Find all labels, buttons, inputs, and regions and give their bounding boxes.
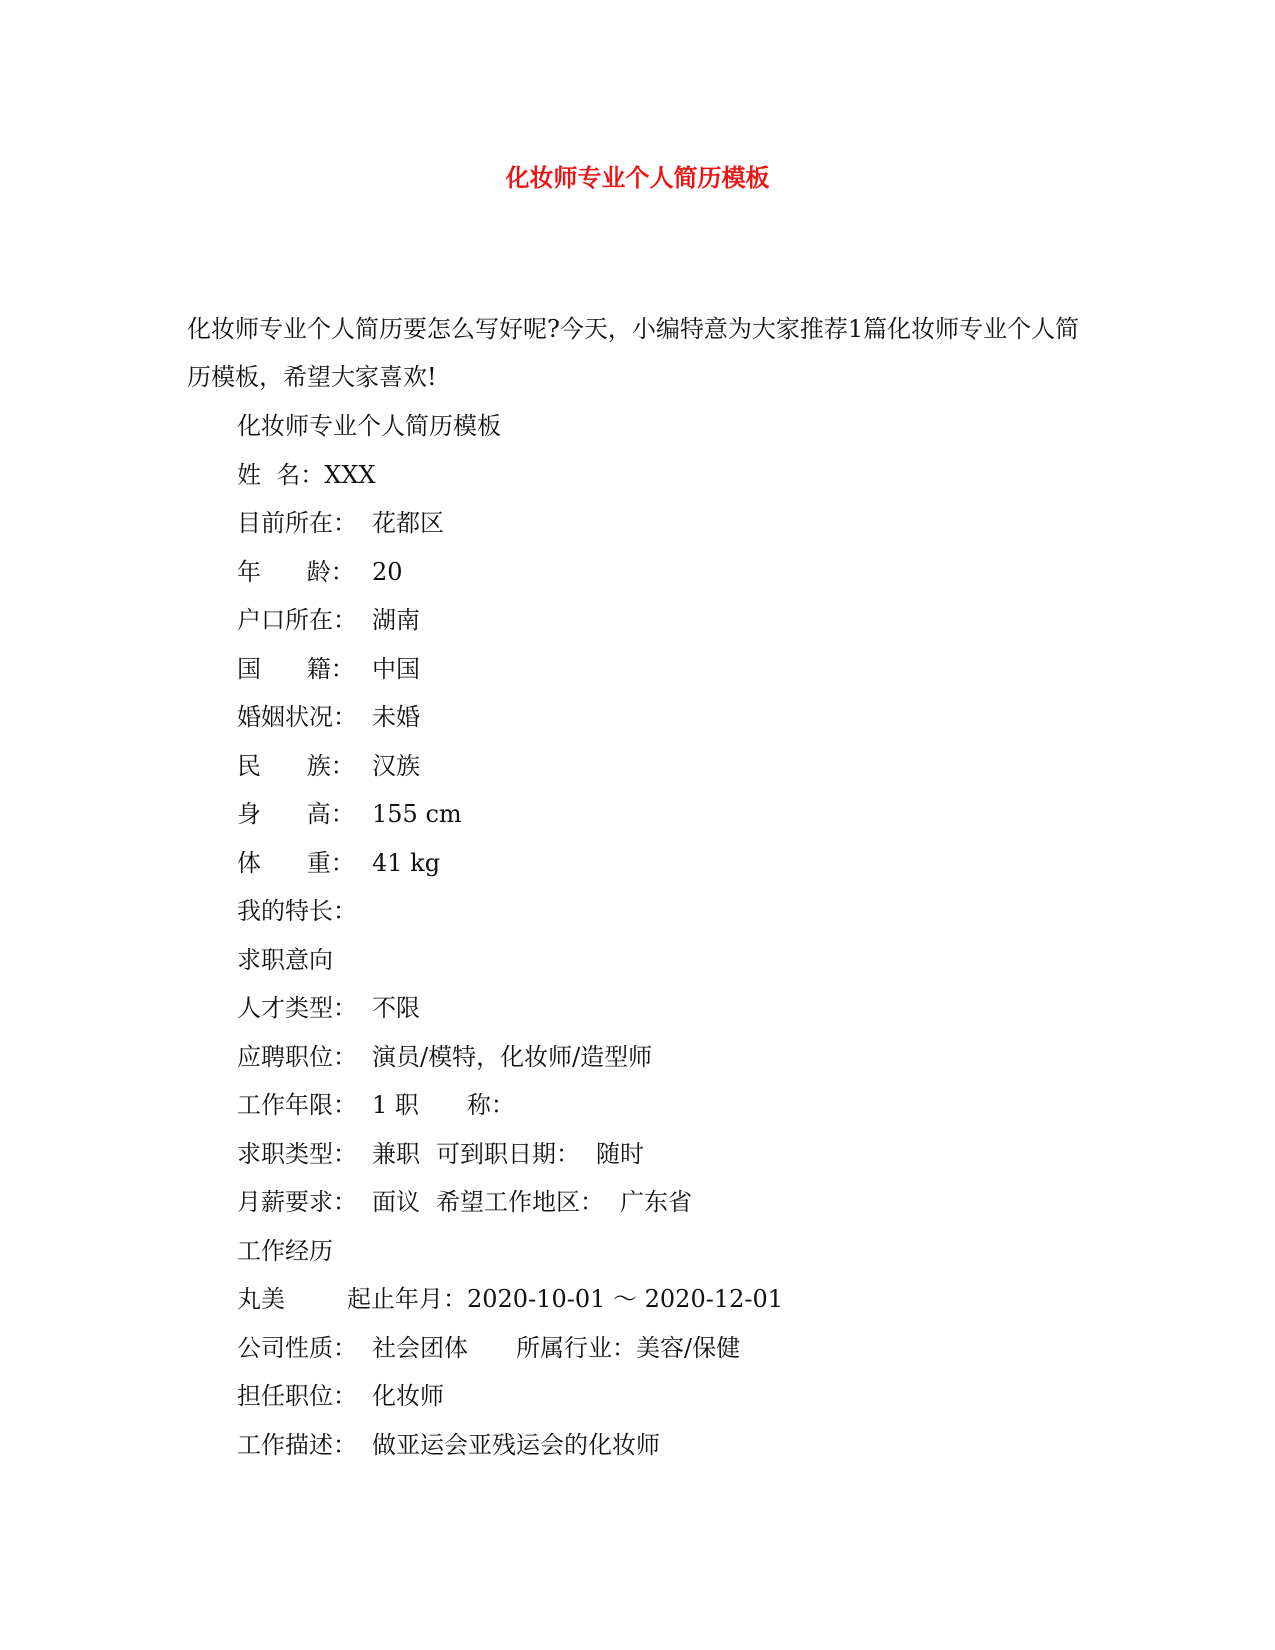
field-value: 1 职 <box>372 1091 419 1119</box>
field-extra-value: 随时 <box>596 1139 644 1168</box>
section-heading: 工作经历 <box>237 1236 333 1265</box>
field-talent-type <box>237 984 1097 1033</box>
field-marital <box>237 693 1097 742</box>
field-age <box>237 548 1097 597</box>
field-job-type <box>237 1130 1097 1179</box>
field-nationality <box>237 645 1097 694</box>
field-position <box>237 1033 1097 1082</box>
field-label: 民 族： <box>237 751 355 780</box>
field-label: 年 龄： <box>237 557 355 586</box>
field-label: 婚姻状况： <box>237 703 357 731</box>
field-description <box>237 1421 1097 1470</box>
resume-body <box>237 402 1097 1469</box>
field-label: 身 高： <box>237 800 355 828</box>
field-label: 担任职位： <box>237 1382 357 1410</box>
field-value: 兼职 <box>372 1139 420 1168</box>
field-weight <box>237 839 1097 888</box>
field-height <box>237 790 1097 839</box>
field-value: 未婚 <box>372 703 420 731</box>
field-ethnicity <box>237 742 1097 791</box>
field-extra-value: 广东省 <box>620 1188 692 1216</box>
resume-subtitle <box>237 402 1097 451</box>
period-label: 起止年月： <box>347 1285 467 1313</box>
intro-paragraph: 化妆师专业个人简历要怎么写好呢?今天，小编特意为大家推荐1篇化妆师专业个人简历模板，希望大家喜欢! <box>187 315 1080 391</box>
field-value: 花都区 <box>372 509 444 537</box>
field-label: 应聘职位： <box>237 1042 357 1071</box>
resume-subtitle-text: 化妆师专业个人简历模板 <box>237 412 501 440</box>
name-line <box>237 451 1097 500</box>
field-value: 20 <box>372 557 403 586</box>
field-label: 工作年限： <box>237 1091 357 1119</box>
field-value: 湖南 <box>372 606 420 634</box>
field-company-nature <box>237 1324 1097 1373</box>
field-label: 目前所在： <box>237 509 357 537</box>
field-specialty <box>237 887 1097 936</box>
company-name: 丸美 <box>237 1285 285 1313</box>
field-label: 月薪要求： <box>237 1188 357 1216</box>
name-line-text: 姓 名：XXX <box>237 460 376 489</box>
field-value: 汉族 <box>372 751 420 780</box>
field-value: 化妆师 <box>372 1382 444 1410</box>
section-job-intent <box>237 936 1097 985</box>
field-label: 求职类型： <box>237 1139 357 1168</box>
field-label: 户口所在： <box>237 606 357 634</box>
field-extra-label: 所属行业： <box>516 1333 636 1362</box>
field-extra-label: 希望工作地区： <box>436 1188 604 1216</box>
field-value: 155 cm <box>372 800 462 828</box>
section-heading: 求职意向 <box>237 945 333 974</box>
field-value: 中国 <box>372 654 420 683</box>
field-label: 工作描述： <box>237 1430 357 1459</box>
document-title: 化妆师专业个人简历模板 <box>505 163 770 192</box>
field-extra-label: 可到职日期： <box>436 1139 580 1168</box>
field-years <box>237 1081 1097 1130</box>
period-value: 2020-10-01 ～ 2020-12-01 <box>467 1285 784 1313</box>
field-hukou <box>237 596 1097 645</box>
field-salary <box>237 1178 1097 1227</box>
field-location <box>237 499 1097 548</box>
field-label: 体 重： <box>237 848 355 877</box>
field-label: 国 籍： <box>237 654 355 683</box>
field-job-title <box>237 1372 1097 1421</box>
field-value: 不限 <box>372 994 420 1022</box>
section-work-experience <box>237 1227 1097 1276</box>
field-extra: 称： <box>466 1091 515 1119</box>
field-value: 面议 <box>372 1188 420 1216</box>
field-value: 社会团体 <box>372 1333 468 1362</box>
field-label: 人才类型： <box>237 994 357 1022</box>
experience-line <box>237 1275 1097 1324</box>
field-extra-value: 美容/保健 <box>636 1333 741 1362</box>
field-label: 我的特长： <box>237 897 357 925</box>
field-value: 41 kg <box>372 848 441 877</box>
field-label: 公司性质： <box>237 1333 357 1362</box>
field-value: 做亚运会亚残运会的化妆师 <box>372 1430 660 1459</box>
field-value: 演员/模特，化妆师/造型师 <box>372 1042 653 1071</box>
